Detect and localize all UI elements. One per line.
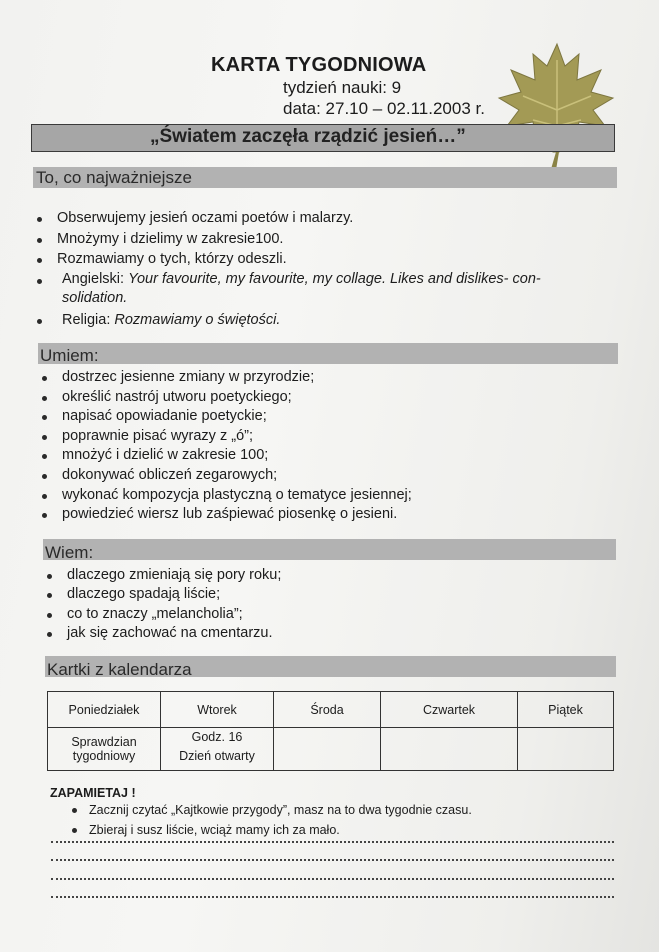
- bullet-icon: [72, 828, 77, 833]
- table-row: [48, 692, 614, 728]
- bullet-icon: [42, 435, 47, 440]
- list-item: dostrzec jesienne zmiany w przyrodzie;: [62, 368, 562, 388]
- cell-monday: Sprawdzian tygodniowy: [48, 728, 161, 771]
- bullet-icon: [42, 494, 47, 499]
- cell-wednesday: [274, 728, 381, 771]
- list-item: Zbieraj i susz liście, wciąż mamy ich za mało.: [89, 820, 609, 840]
- bullet-icon: [47, 574, 52, 579]
- maple-leaf-icon: [497, 40, 617, 178]
- day-header-thursday: Czwartek: [381, 692, 518, 728]
- bullet-icon: [47, 613, 52, 618]
- reminder-title: ZAPAMIETAJ !: [50, 786, 136, 800]
- bullet-icon: [42, 376, 47, 381]
- bullet-icon: [47, 632, 52, 637]
- list-item: dlaczego spadają liście;: [67, 585, 467, 604]
- bullet-icon: [37, 319, 42, 324]
- writing-line: [51, 896, 614, 898]
- section-bar-wiem: [43, 539, 616, 560]
- page-title: KARTA TYGODNIOWA: [211, 54, 427, 76]
- bullet-icon: [72, 808, 77, 813]
- bullet-icon: [37, 279, 42, 284]
- list-item: mnożyć i dzielić w zakresie 100;: [62, 446, 562, 466]
- day-header-tuesday: Wtorek: [161, 692, 274, 728]
- umiem-list: [62, 368, 562, 525]
- day-header-wednesday: Środa: [274, 692, 381, 728]
- writing-line: [51, 878, 614, 880]
- list-item: wykonać kompozycja plastyczną o tematyce jesiennej;: [62, 486, 562, 506]
- list-item: określić nastrój utworu poetyckiego;: [62, 388, 562, 408]
- list-item: Rozmawiamy o tych, którzy odeszli.: [57, 249, 617, 270]
- bullet-icon: [42, 513, 47, 518]
- list-item: dokonywać obliczeń zegarowych;: [62, 466, 562, 486]
- list-item: Mnożymy i dzielimy w zakresie100.: [57, 229, 617, 250]
- list-item: dlaczego zmieniają się pory roku;: [67, 566, 467, 585]
- table-row: [48, 728, 614, 771]
- cell-tuesday: Godz. 16 Dzień otwarty: [161, 728, 274, 771]
- section-title-wiem: Wiem:: [45, 543, 94, 562]
- cell-friday: [518, 728, 614, 771]
- section-title-main: To, co najważniejsze: [36, 168, 192, 187]
- main-topics-list: [57, 208, 617, 330]
- list-item: Obserwujemy jesień oczami poetów i malarzy.: [57, 208, 617, 229]
- list-item: napisać opowiadanie poetyckie;: [62, 407, 562, 427]
- bullet-icon: [37, 238, 42, 243]
- day-header-monday: Poniedziałek: [48, 692, 161, 728]
- bullet-icon: [42, 415, 47, 420]
- day-header-friday: Piątek: [518, 692, 614, 728]
- bullet-icon: [47, 593, 52, 598]
- bullet-icon: [42, 474, 47, 479]
- list-item: Zacznij czytać „Kajtkowie przygody”, masz na to dwa tygodnie czasu.: [89, 800, 609, 820]
- list-item: Religia: Rozmawiamy o świętości.: [57, 310, 617, 331]
- reminder-list: [89, 800, 609, 840]
- bullet-icon: [42, 396, 47, 401]
- writing-line: [51, 859, 614, 861]
- list-item: co to znaczy „melancholia”;: [67, 605, 467, 624]
- bullet-icon: [37, 217, 42, 222]
- bullet-icon: [37, 258, 42, 263]
- list-item: jak się zachować na cmentarzu.: [67, 624, 467, 643]
- list-item: poprawnie pisać wyrazy z „ó”;: [62, 427, 562, 447]
- theme-title: „Światem zaczęła rządzić jesień…”: [150, 126, 466, 147]
- section-title-calendar: Kartki z kalendarza: [47, 660, 192, 679]
- writing-line: [51, 841, 614, 843]
- list-item: powiedzieć wiersz lub zaśpiewać piosenkę o jesieni.: [62, 505, 562, 525]
- bullet-icon: [42, 454, 47, 459]
- week-number: tydzień nauki: 9: [283, 78, 402, 97]
- date-range: data: 27.10 – 02.11.2003 r.: [283, 99, 485, 118]
- calendar-table: [47, 691, 614, 771]
- section-title-umiem: Umiem:: [40, 346, 99, 365]
- cell-thursday: [381, 728, 518, 771]
- list-item: Angielski: Your favourite, my favourite, my collage. Likes and dislikes- con- solidation.: [57, 270, 617, 308]
- wiem-list: [67, 566, 467, 643]
- section-bar-umiem: [38, 343, 618, 364]
